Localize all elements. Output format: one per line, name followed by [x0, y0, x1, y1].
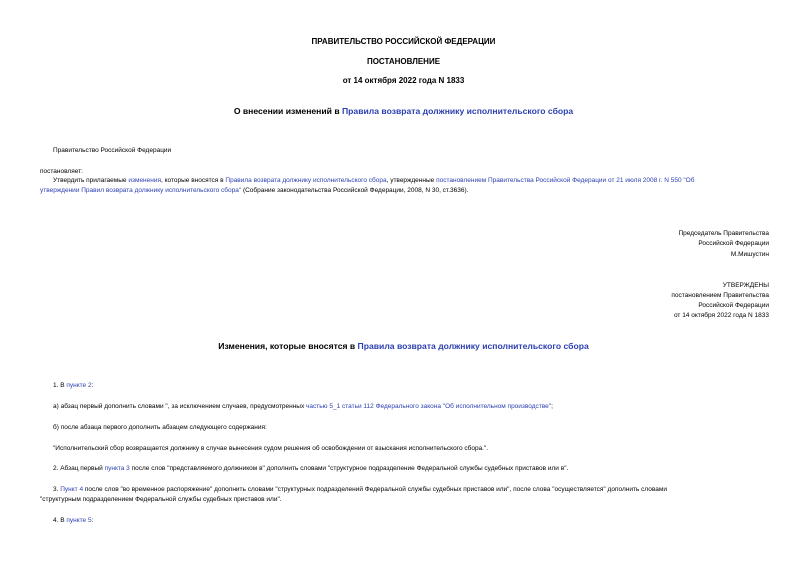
- title-prefix: О внесении изменений в: [233, 106, 342, 116]
- item-3-suffix: после слов "во временное распоряжение" дополнить словами "структурных подразделений Федеральной службы судебных приставов или", после слова "осуществляется" дополнить словами: [83, 486, 667, 493]
- preamble-line-1: [53, 176, 694, 185]
- government-heading: ПРАВИТЕЛЬСТВО РОССИЙСКОЙ ФЕДЕРАЦИИ: [311, 37, 496, 46]
- item-4-link[interactable]: пункте 5: [66, 517, 92, 524]
- approved-line-3: Российской Федерации: [698, 302, 769, 309]
- item-4: [53, 516, 93, 525]
- resolution-link[interactable]: постановлением Правительства Российской Федерации от 21 июля 2008 г. N 550 "Об: [436, 177, 695, 184]
- approved-line-2: постановлением Правительства: [671, 292, 769, 299]
- signature-position: Председатель Правительства: [678, 230, 769, 237]
- changes-title: [0, 340, 807, 352]
- doc-type-heading: ПОСТАНОВЛЕНИЕ: [366, 57, 441, 66]
- item-1-link[interactable]: пункте 2: [66, 382, 92, 389]
- subitem-a-suffix: ;: [551, 403, 553, 410]
- preamble-text-4: (Собрание законодательства Российской Федерации, 2008, N 30, ст.3636).: [241, 187, 469, 194]
- item-1-prefix: 1. В: [53, 382, 67, 389]
- subitem-a-prefix: а) абзац первый дополнить словами ", за исключением случаев, предусмотренных: [53, 403, 307, 410]
- issuer-text: Правительство Российской Федерации: [53, 147, 172, 154]
- preamble-line-2: [40, 186, 468, 195]
- item-4-prefix: 4. В: [53, 517, 67, 524]
- preamble-text-1: Утвердить прилагаемые: [53, 177, 129, 184]
- item-3-line-1: [53, 485, 667, 494]
- rules-link[interactable]: Правила возврата должнику исполнительского сбора: [225, 177, 387, 184]
- item-3-prefix: 3.: [53, 486, 61, 493]
- title-rules-link[interactable]: Правила возврата должнику исполнительского сбора: [342, 106, 574, 116]
- item-2-prefix: 2. Абзац первый: [53, 465, 105, 472]
- approved-line-4: от 14 октября 2022 года N 1833: [673, 312, 769, 319]
- item-2-suffix: после слов "представляемого должником в" дополнить словами "структурное подразделение Федеральной службы судебных приставов или в".: [129, 465, 569, 472]
- item-2: [53, 464, 568, 473]
- preamble-text-2: , которые вносятся в: [161, 177, 226, 184]
- item-3-line-2: "структурным подразделением Федеральной службы судебных приставов или".: [40, 496, 282, 503]
- resolution-link-continued[interactable]: утверждении Правил возврата должнику исполнительского сбора": [40, 187, 242, 194]
- document-title: [0, 105, 807, 117]
- signature-country: Российской Федерации: [698, 240, 769, 247]
- subitem-b: б) после абзаца первого дополнить абзацем следующего содержания:: [53, 424, 267, 431]
- changes-link[interactable]: изменения: [128, 177, 161, 184]
- changes-title-prefix: Изменения, которые вносятся в: [218, 341, 358, 351]
- subitem-a: [53, 402, 553, 411]
- decides-text: постановляет:: [40, 168, 83, 175]
- preamble-text-3: , утвержденные: [386, 177, 437, 184]
- changes-title-rules-link[interactable]: Правила возврата должнику исполнительского сбора: [357, 341, 589, 351]
- item-1-suffix: :: [91, 382, 94, 389]
- subitem-a-law-link[interactable]: частью 5_1 статьи 112 Федерального закона "Об исполнительном производстве": [306, 403, 552, 410]
- approved-title: УТВЕРЖДЕНЫ: [722, 282, 769, 289]
- item-1: [53, 381, 93, 390]
- item-4-suffix: :: [91, 517, 94, 524]
- item-3-link[interactable]: Пункт 4: [60, 486, 84, 493]
- quote-paragraph: "Исполнительский сбор возвращается должнику в случае вынесения судом решения об освобождении от взыскания исполнительского сбора.".: [53, 445, 489, 452]
- item-2-link[interactable]: пункта 3: [104, 465, 130, 472]
- doc-date-number: от 14 октября 2022 года N 1833: [342, 76, 465, 85]
- signature-name: М.Мишустин: [730, 251, 769, 258]
